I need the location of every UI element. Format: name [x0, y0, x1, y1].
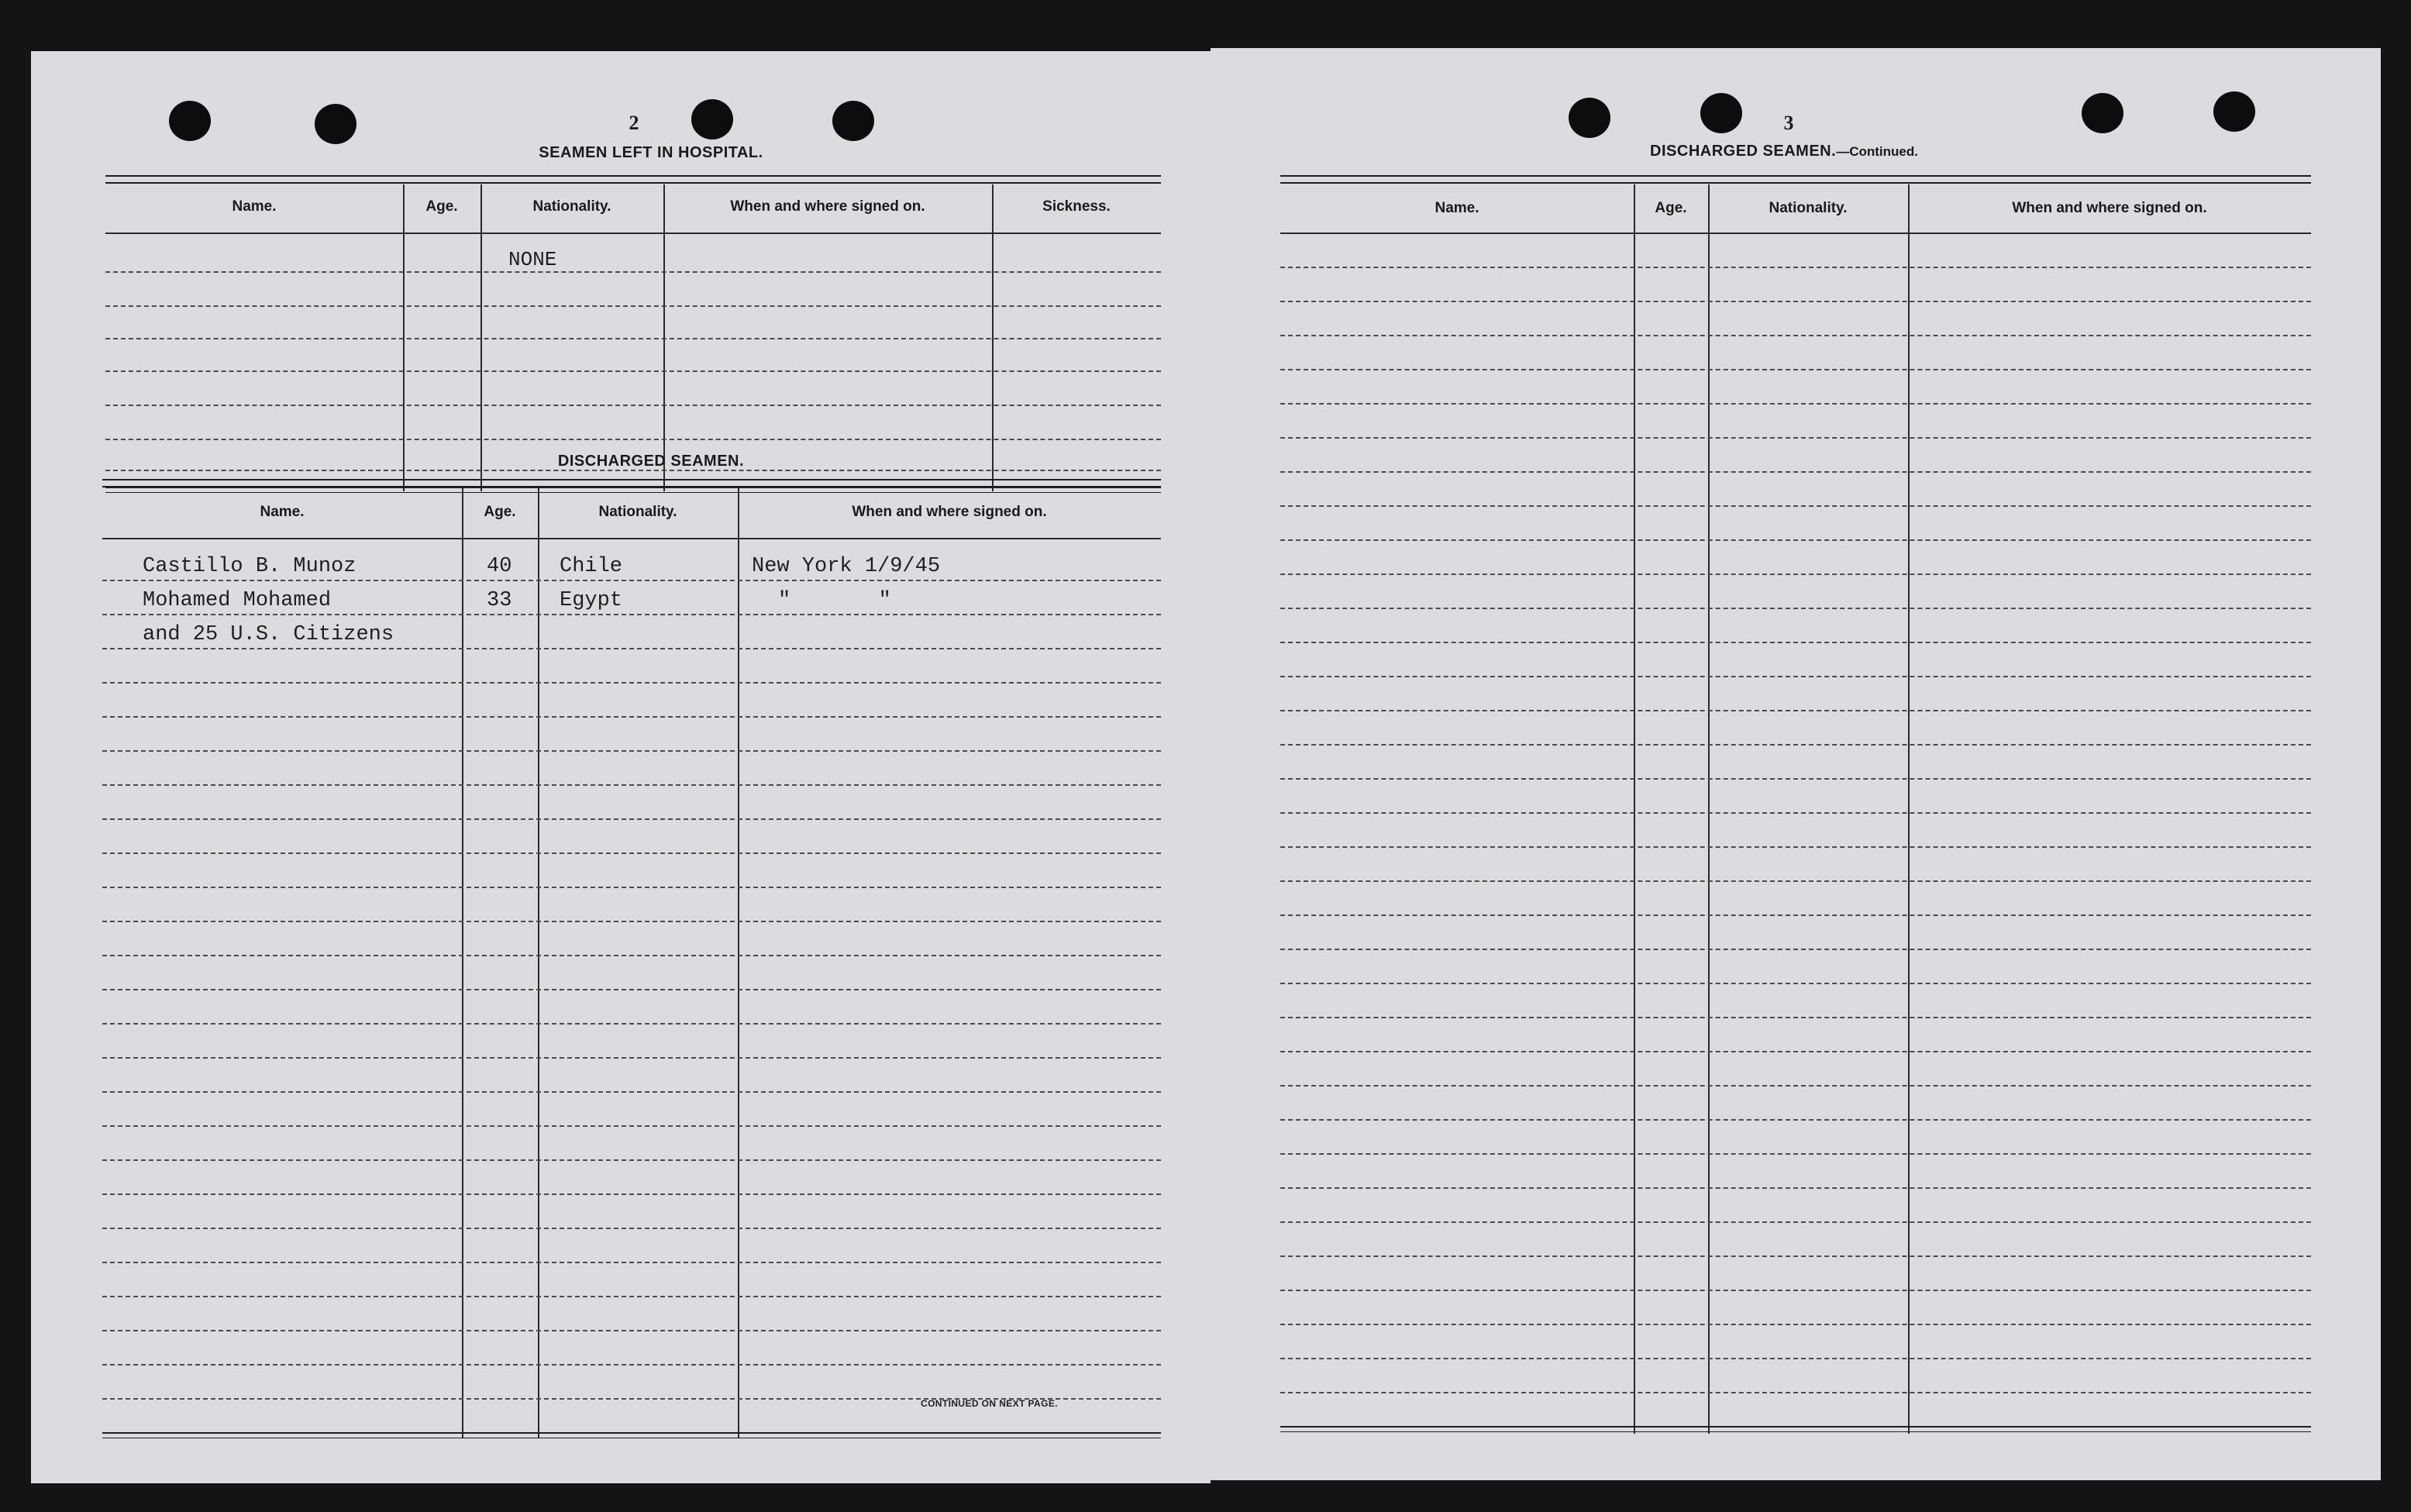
column-header-name: Name.: [1435, 200, 1479, 216]
column-header-signed-on: When and where signed on.: [2012, 200, 2207, 216]
punch-hole: [832, 101, 874, 141]
hospital-table: [105, 175, 1161, 499]
discharged-continued-title: [1536, 143, 2032, 160]
right-page: [1211, 48, 2381, 1480]
column-header-nationality: Nationality.: [598, 504, 677, 520]
punch-hole: [169, 101, 211, 141]
hospital-section-title: SEAMEN LEFT IN HOSPITAL.: [539, 144, 763, 161]
punch-hole: [691, 99, 733, 139]
seaman-name: and 25 U.S. Citizens: [143, 623, 394, 646]
seaman-nationality: Chile: [560, 555, 623, 578]
column-header-name: Name.: [232, 198, 277, 215]
discharged-section-title: DISCHARGED SEAMEN.: [557, 453, 745, 470]
punch-hole: [1569, 98, 1610, 138]
column-header-nationality: Nationality.: [532, 198, 611, 215]
discharged-continued-table: [1280, 175, 2311, 1440]
left-page: [31, 51, 1211, 1483]
seaman-signed-on: New York 1/9/45: [752, 555, 941, 578]
seaman-nationality: Egypt: [560, 589, 623, 612]
seaman-signed-on: " ": [778, 589, 891, 612]
punch-hole: [2213, 91, 2255, 132]
column-header-age: Age.: [484, 504, 516, 520]
title-text: DISCHARGED SEAMEN.: [1650, 143, 1837, 160]
seaman-age: 40: [487, 555, 512, 578]
column-header-signed-on: When and where signed on.: [730, 198, 925, 215]
seaman-name: Mohamed Mohamed: [143, 589, 332, 612]
column-header-nationality: Nationality.: [1769, 200, 1848, 216]
page-number: 3: [1783, 112, 1794, 134]
column-header-age: Age.: [1655, 200, 1687, 216]
punch-hole: [2082, 93, 2123, 133]
discharged-table: [102, 479, 1161, 1448]
title-suffix: —Continued.: [1836, 144, 1918, 159]
column-header-name: Name.: [260, 504, 305, 520]
punch-hole: [315, 104, 356, 144]
punch-hole: [1700, 93, 1742, 133]
column-header-sickness: Sickness.: [1042, 198, 1111, 215]
hospital-entry: NONE: [508, 248, 557, 271]
page-number: 2: [629, 112, 639, 134]
continued-note: CONTINUED ON NEXT PAGE.: [921, 1398, 1058, 1409]
column-header-age: Age.: [425, 198, 458, 215]
seaman-name: Castillo B. Munoz: [143, 555, 356, 578]
column-header-signed-on: When and where signed on.: [852, 504, 1047, 520]
seaman-age: 33: [487, 589, 512, 612]
